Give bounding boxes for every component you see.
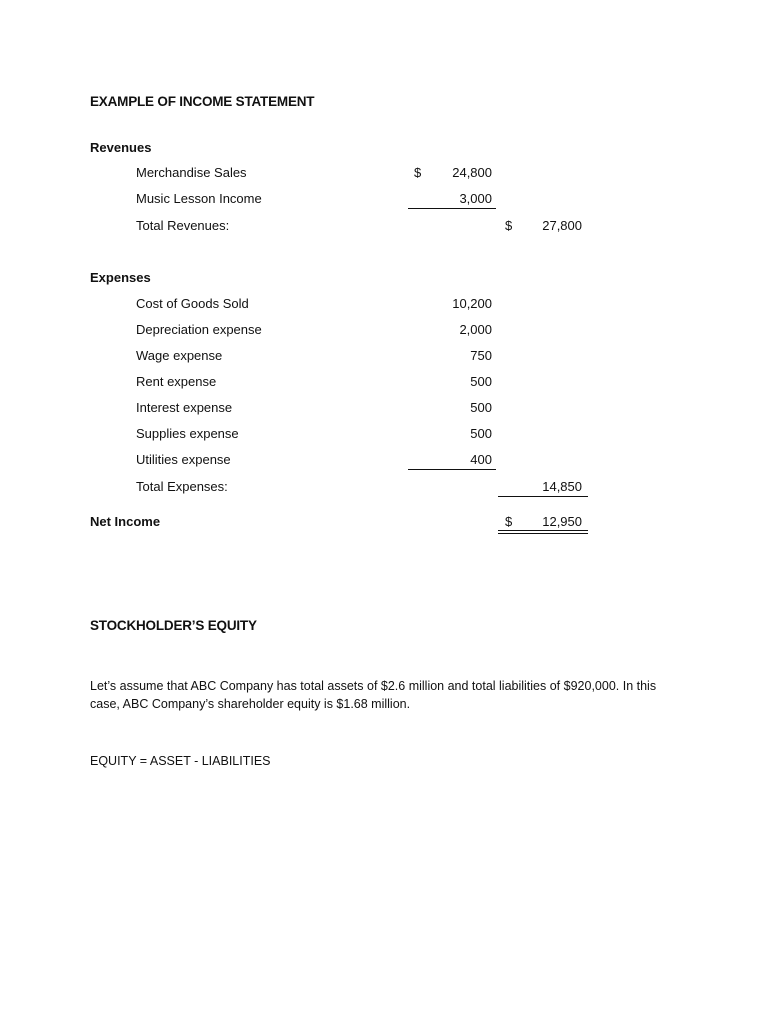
expense-amount-depreciation: 2,000 [459,322,492,337]
total-revenues-currency: $ [505,218,513,233]
expense-item-wage: Wage expense [136,348,223,363]
net-income-label: Net Income [90,514,161,529]
expense-amount-rent: 500 [470,374,492,389]
total-expenses-rule [498,496,588,497]
equity-formula: EQUITY = ASSET - LIABILITIES [90,754,271,768]
expense-item-cost-of-goods-sold: Cost of Goods Sold [136,296,249,311]
revenues-label: Revenues [90,140,152,155]
equity-title: STOCKHOLDER’S EQUITY [90,618,257,633]
equity-paragraph-line-2: case, ABC Company’s shareholder equity is $1.68 million. [90,697,411,711]
expense-amount-cost-of-goods-sold: 10,200 [452,296,492,311]
expense-amount-supplies: 500 [470,426,492,441]
revenue-currency-symbol: $ [414,165,422,180]
revenue-item-merchandise-sales: Merchandise Sales [136,165,247,180]
revenue-amount-music-lesson-income: 3,000 [459,191,492,206]
income-statement-title: EXAMPLE OF INCOME STATEMENT [90,94,315,109]
total-revenues-amount: 27,800 [542,218,582,233]
net-income-currency: $ [505,514,513,529]
expenses-label: Expenses [90,270,151,285]
net-income-amount: 12,950 [542,514,582,529]
equity-paragraph-line-1: Let’s assume that ABC Company has total assets of $2.6 million and total liabilities of $920,000. In this [90,679,657,693]
expense-item-interest: Interest expense [136,400,233,415]
revenue-item-music-lesson-income: Music Lesson Income [136,191,262,206]
expense-item-rent: Rent expense [136,374,217,389]
total-expenses-label: Total Expenses: [136,479,228,494]
equity-paragraph [90,677,690,713]
expenses-subtotal-rule [408,469,496,470]
revenue-amount-merchandise-sales: 24,800 [452,165,492,180]
net-income-double-rule [498,530,588,534]
expense-amount-utilities: 400 [470,452,492,467]
expense-item-depreciation: Depreciation expense [136,322,262,337]
expense-item-utilities: Utilities expense [136,452,231,467]
expense-amount-interest: 500 [470,400,492,415]
expense-item-supplies: Supplies expense [136,426,239,441]
revenues-subtotal-rule [408,208,496,209]
total-expenses-amount: 14,850 [542,479,582,494]
expense-amount-wage: 750 [470,348,492,363]
total-revenues-label: Total Revenues: [136,218,230,233]
